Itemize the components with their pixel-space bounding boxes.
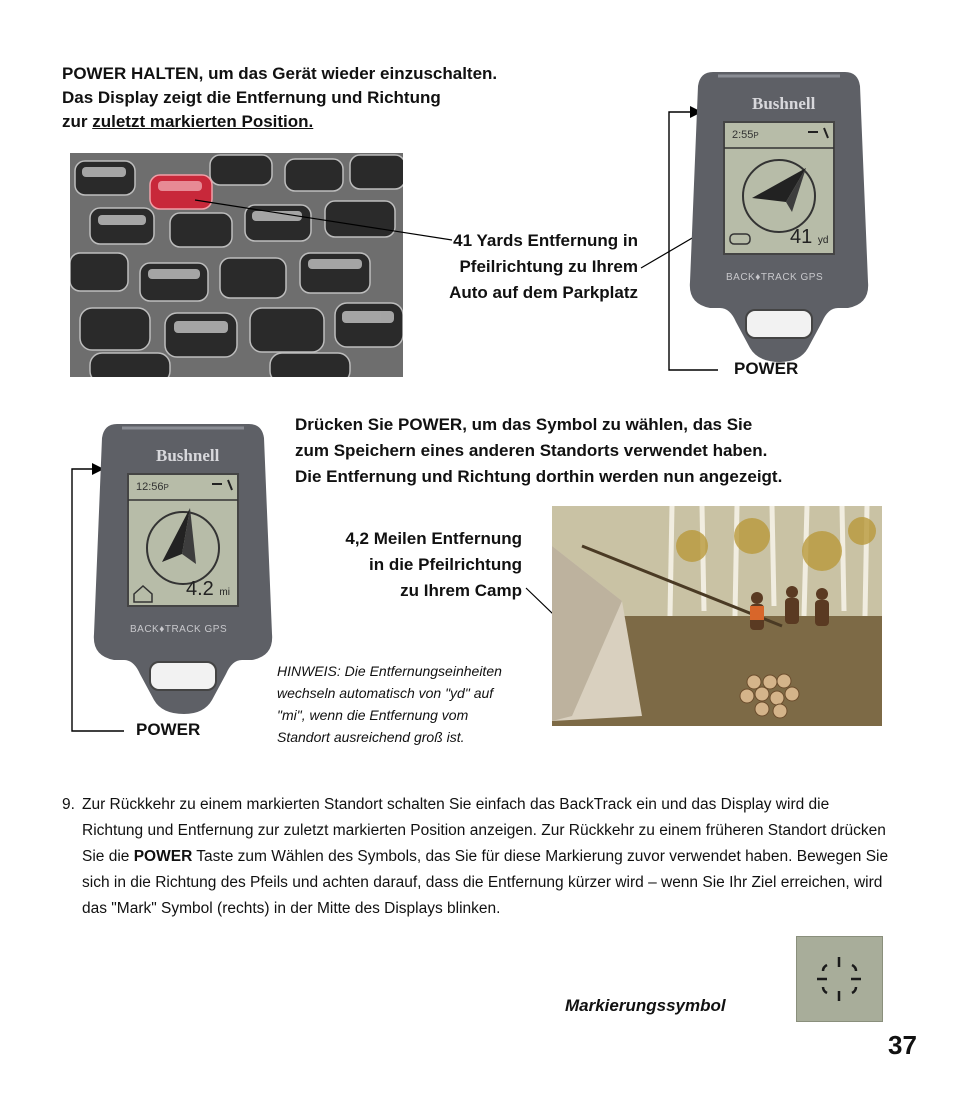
device-2-distance xyxy=(186,578,230,601)
caption-parking-line-2: Pfeilrichtung zu Ihrem xyxy=(459,257,638,276)
note-line-2: wechseln automatisch von "yd" auf xyxy=(277,685,494,701)
intro-line-2: Das Display zeigt die Entfernung und Richtung xyxy=(62,88,441,107)
device-1-time xyxy=(732,129,759,141)
device-1-model: BACK♦TRACK GPS xyxy=(726,272,824,283)
device-2-time xyxy=(136,481,169,493)
mark-symbol-icon xyxy=(796,936,883,1022)
note-line-1: HINWEIS: Die Entfernungseinheiten xyxy=(277,663,502,679)
caption-parking-line-1: 41 Yards Entfernung in xyxy=(453,231,638,250)
device-2-distance-unit: mi xyxy=(219,587,230,598)
step-9-body xyxy=(82,792,892,922)
crosshair-icon xyxy=(797,937,882,1021)
gps-device-2-body xyxy=(92,424,274,714)
device-2-distance-value: 4.2 xyxy=(186,578,214,600)
middle-text-line-3: Die Entfernung und Richtung dorthin werden nun angezeigt. xyxy=(295,467,783,486)
middle-text-line-2: zum Speichern eines anderen Standorts verwendet haben. xyxy=(295,441,768,460)
caption-parking xyxy=(430,228,638,306)
camp-illustration xyxy=(552,506,882,726)
step-9-text-a: Zur Rückkehr zu einem markierten Standort schalten Sie einfach das BackTrack ein und das Display wird die Richtung und Entfernung zur zuletzt markierten Position anzeigen. Zur Rückkehr zu einem früheren Standort drücken Sie die xyxy=(82,796,886,865)
device-2-model: BACK♦TRACK GPS xyxy=(130,624,228,635)
device-2-time-value: 12:56 xyxy=(136,481,164,493)
note-line-4: Standort ausreichend groß ist. xyxy=(277,729,465,745)
caption-camp-line-2: in die Pfeilrichtung xyxy=(368,555,522,574)
note xyxy=(277,660,507,748)
intro-line-3-underlined: zuletzt markierten Position. xyxy=(92,112,314,131)
page-number: 37 xyxy=(888,1030,917,1060)
power-label-1: POWER xyxy=(734,359,799,378)
step-9-number: 9. xyxy=(62,796,75,813)
middle-text xyxy=(295,412,815,490)
caption-parking-line-3: Auto auf dem Parkplatz xyxy=(449,283,638,302)
device-2-brand: Bushnell xyxy=(156,446,220,465)
intro-line-3-prefix: zur xyxy=(62,112,93,131)
device-2-time-suffix: P xyxy=(163,483,169,492)
device-1-distance xyxy=(790,226,828,249)
caption-camp-line-1: 4,2 Meilen Entfernung xyxy=(345,529,522,548)
caption-camp-line-3: zu Ihrem Camp xyxy=(400,581,522,600)
device-1-distance-unit: yd xyxy=(817,235,829,246)
step-9-power-bold: POWER xyxy=(133,848,193,865)
power-label-2: POWER xyxy=(136,720,201,739)
note-line-3: "mi", wenn die Entfernung vom xyxy=(277,707,469,723)
device-1-time-suffix: P xyxy=(753,131,759,140)
step-9 xyxy=(62,792,892,922)
gps-device-2 xyxy=(92,424,274,714)
gps-device-1-body xyxy=(688,72,870,362)
step-9-text-b: Taste zum Wählen des Symbols, das Sie für diese Markierung zuvor verwendet haben. Bewegen Sie sich in die Richtung des Pfeils und achten darauf, dass die Entfernung kürzer wird – wenn Sie Ihr Ziel erreichen, wird das "Mark" Symbol (rechts) in der Mitte des Displays blinken. xyxy=(82,848,889,917)
gps-device-1 xyxy=(688,72,870,362)
caption-camp xyxy=(300,526,522,604)
device-1-distance-value: 41 xyxy=(790,226,813,248)
intro-line-1: POWER HALTEN, um das Gerät wieder einzuschalten. xyxy=(62,64,498,83)
device-1-time-value: 2:55 xyxy=(732,129,754,141)
middle-text-line-1: Drücken Sie POWER, um das Symbol zu wählen, das Sie xyxy=(295,415,753,434)
device-1-brand: Bushnell xyxy=(752,94,816,113)
camp-photo xyxy=(552,506,882,726)
mark-symbol-caption: Markierungssymbol xyxy=(565,996,726,1015)
